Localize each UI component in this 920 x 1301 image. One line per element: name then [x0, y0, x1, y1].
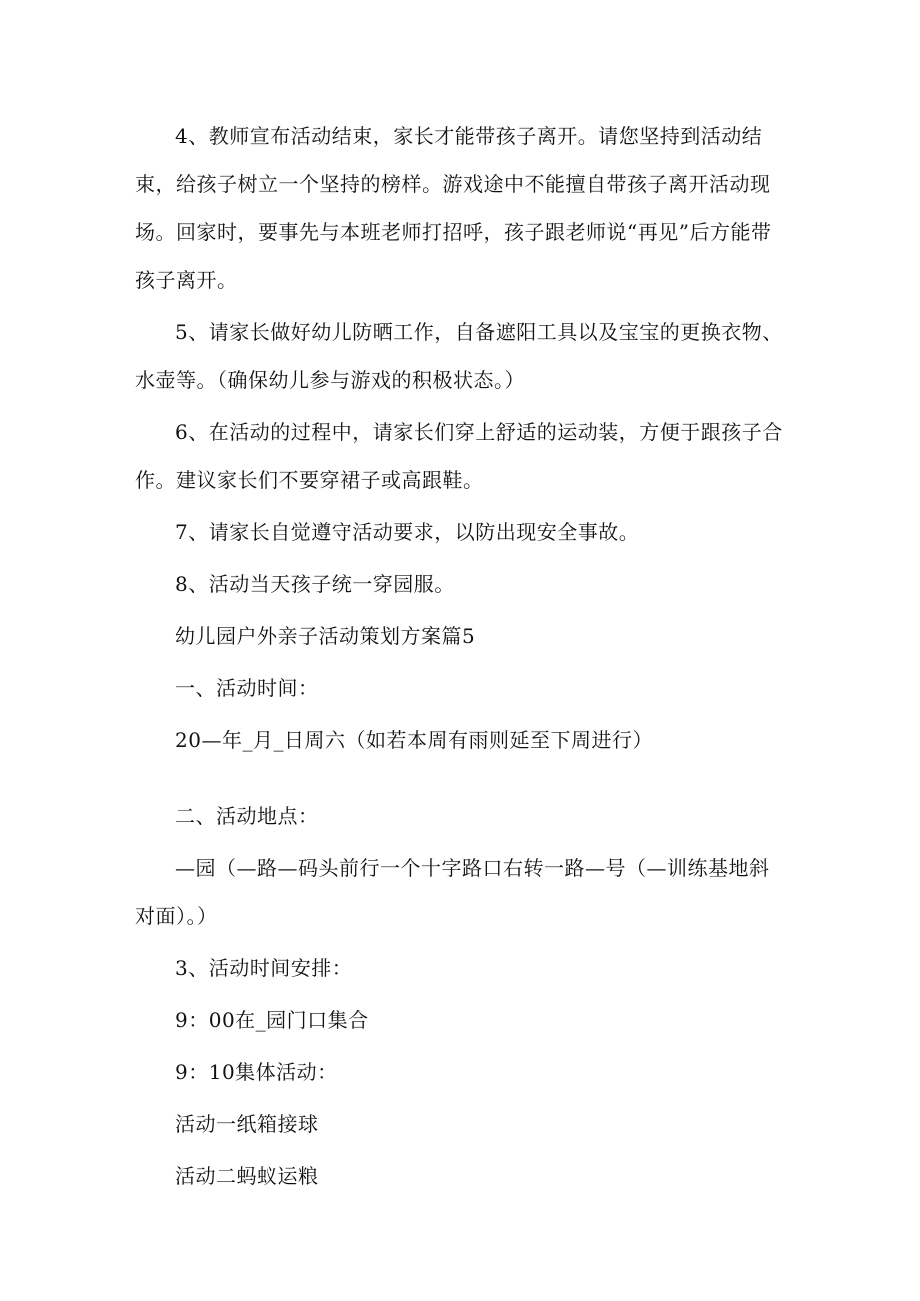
activity-location-heading: 二、活动地点：: [175, 804, 319, 828]
paragraph-rule-6: 6、在活动的过程中，请家长们穿上舒适的运动装，方便于跟孩子合作。建议家长们不要穿裙子或高跟鞋。: [135, 420, 783, 492]
schedule-item-gather: 9：00在_园门口集合: [175, 1008, 369, 1032]
paragraph-rule-7: 7、请家长自觉遵守活动要求，以防出现安全事故。: [175, 520, 640, 544]
paragraph-rule-5: 5、请家长做好幼儿防晒工作，自备遮阳工具以及宝宝的更换衣物、水壶等。（确保幼儿参与游戏的积极状态。）: [135, 320, 783, 392]
activity-time-value: 20—年_月_日周六（如若本周有雨则延至下周进行）: [175, 728, 653, 752]
activity-item-1: 活动一纸箱接球: [175, 1112, 319, 1136]
activity-time-heading: 一、活动时间：: [175, 676, 319, 700]
activity-location-value: —园（—路—码头前行一个十字路口右转一路—号（—训练基地斜对面）。）: [135, 856, 770, 928]
document-body: [135, 112, 785, 1204]
schedule-item-group-activity: 9：10集体活动：: [175, 1060, 338, 1084]
paragraph-rule-8: 8、活动当天孩子统一穿园服。: [175, 572, 455, 596]
activity-item-2: 活动二蚂蚁运粮: [175, 1164, 319, 1188]
schedule-heading: 3、活动时间安排：: [175, 956, 353, 980]
paragraph-rule-4: 4、教师宣布活动结束，家长才能带孩子离开。请您坚持到活动结束，给孩子树立一个坚持的榜样。游戏途中不能擅自带孩子离开活动现场。回家时，要事先与本班老师打招呼，孩子跟老师说“再见”后方能带孩子离开。: [135, 124, 772, 292]
section-heading: 幼儿园户外亲子活动策划方案篇5: [175, 624, 476, 648]
